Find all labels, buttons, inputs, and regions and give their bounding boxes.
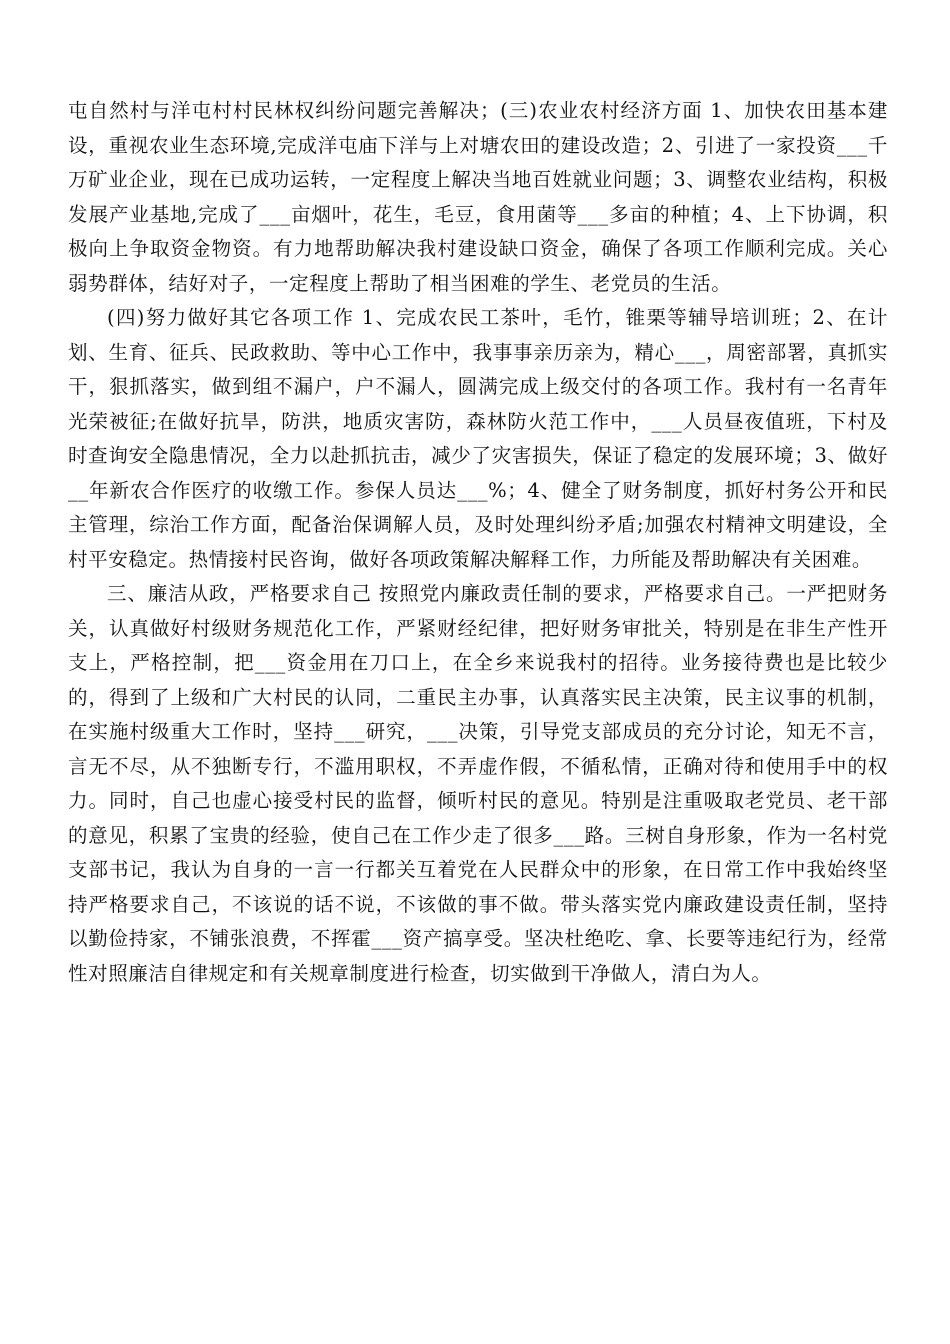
document-page [68,94,888,991]
paragraph-other-work: (四)努力做好其它各项工作 1、完成农民工茶叶，毛竹，锥栗等辅导培训班；2、在计划、生育、征兵、民政救助、等中心工作中，我事事亲历亲为，精心___，周密部署，真抓实干，狠抓落实，做到组不漏户，户不漏人，圆满完成上级交付的各项工作。我村有一名青年光荣被征;在做好抗旱，防洪，地质灾害防，森林防火范工作中，___人员昼夜值班，下村及时查询安全隐患情况，全力以赴抓抗击，减少了灾害损失，保证了稳定的发展环境；3、做好__年新农合作医疗的收缴工作。参保人员达___%；4、健全了财务制度，抓好村务公开和民主管理，综治工作方面，配备治保调解人员，及时处理纠纷矛盾;加强农村精神文明建设，全村平安稳定。热情接村民咨询，做好各项政策解决解释工作，力所能及帮助解决有关困难。 [68,306,888,571]
paragraph-integrity: 三、廉洁从政，严格要求自己 按照党内廉政责任制的要求，严格要求自己。一严把财务关，认真做好村级财务规范化工作，严紧财经纪律，把好财务审批关，特别是在非生产性开支上，严格控制，把___资金用在刀口上，在全乡来说我村的招待。业务接待费也是比较少的，得到了上级和广大村民的认同，二重民主办事，认真落实民主决策，民主议事的机制，在实施村级重大工作时，坚持___研究，___决策，引导党支部成员的充分讨论，知无不言，言无不尽，从不独断专行，不滥用职权，不弄虚作假，不循私情，正确对待和使用手中的权力。同时，自己也虚心接受村民的监督，倾听村民的意见。特别是注重吸取老党员、老干部的意见，积累了宝贵的经验，使自己在工作少走了很多___路。三树自身形象，作为一名村党支部书记，我认为自身的一言一行都关互着党在人民群众中的形象，在日常工作中我始终坚持严格要求自己，不该说的话不说，不该做的事不做。带头落实党内廉政建设责任制，坚持以勤俭持家，不铺张浪费，不挥霍___资产搞享受。坚决杜绝吃、拿、长要等违纪行为，经常性对照廉洁自律规定和有关规章制度进行检查，切实做到干净做人，清白为人。 [68,582,888,985]
paragraph-agriculture: 屯自然村与洋屯村村民林权纠纷问题完善解决；(三)农业农村经济方面 1、加快农田基本建设，重视农业生态环境,完成洋屯庙下洋与上对塘农田的建设改造；2、引进了一家投资___千万矿业企业，现在已成功运转，一定程度上解决当地百姓就业问题；3、调整农业结构，积极发展产业基地,完成了___亩烟叶，花生，毛豆，食用菌等___多亩的种植；4、上下协调，积极向上争取资金物资。有力地帮助解决我村建设缺口资金，确保了各项工作顺利完成。关心弱势群体，结好对子，一定程度上帮助了相当困难的学生、老党员的生活。 [68,99,888,295]
